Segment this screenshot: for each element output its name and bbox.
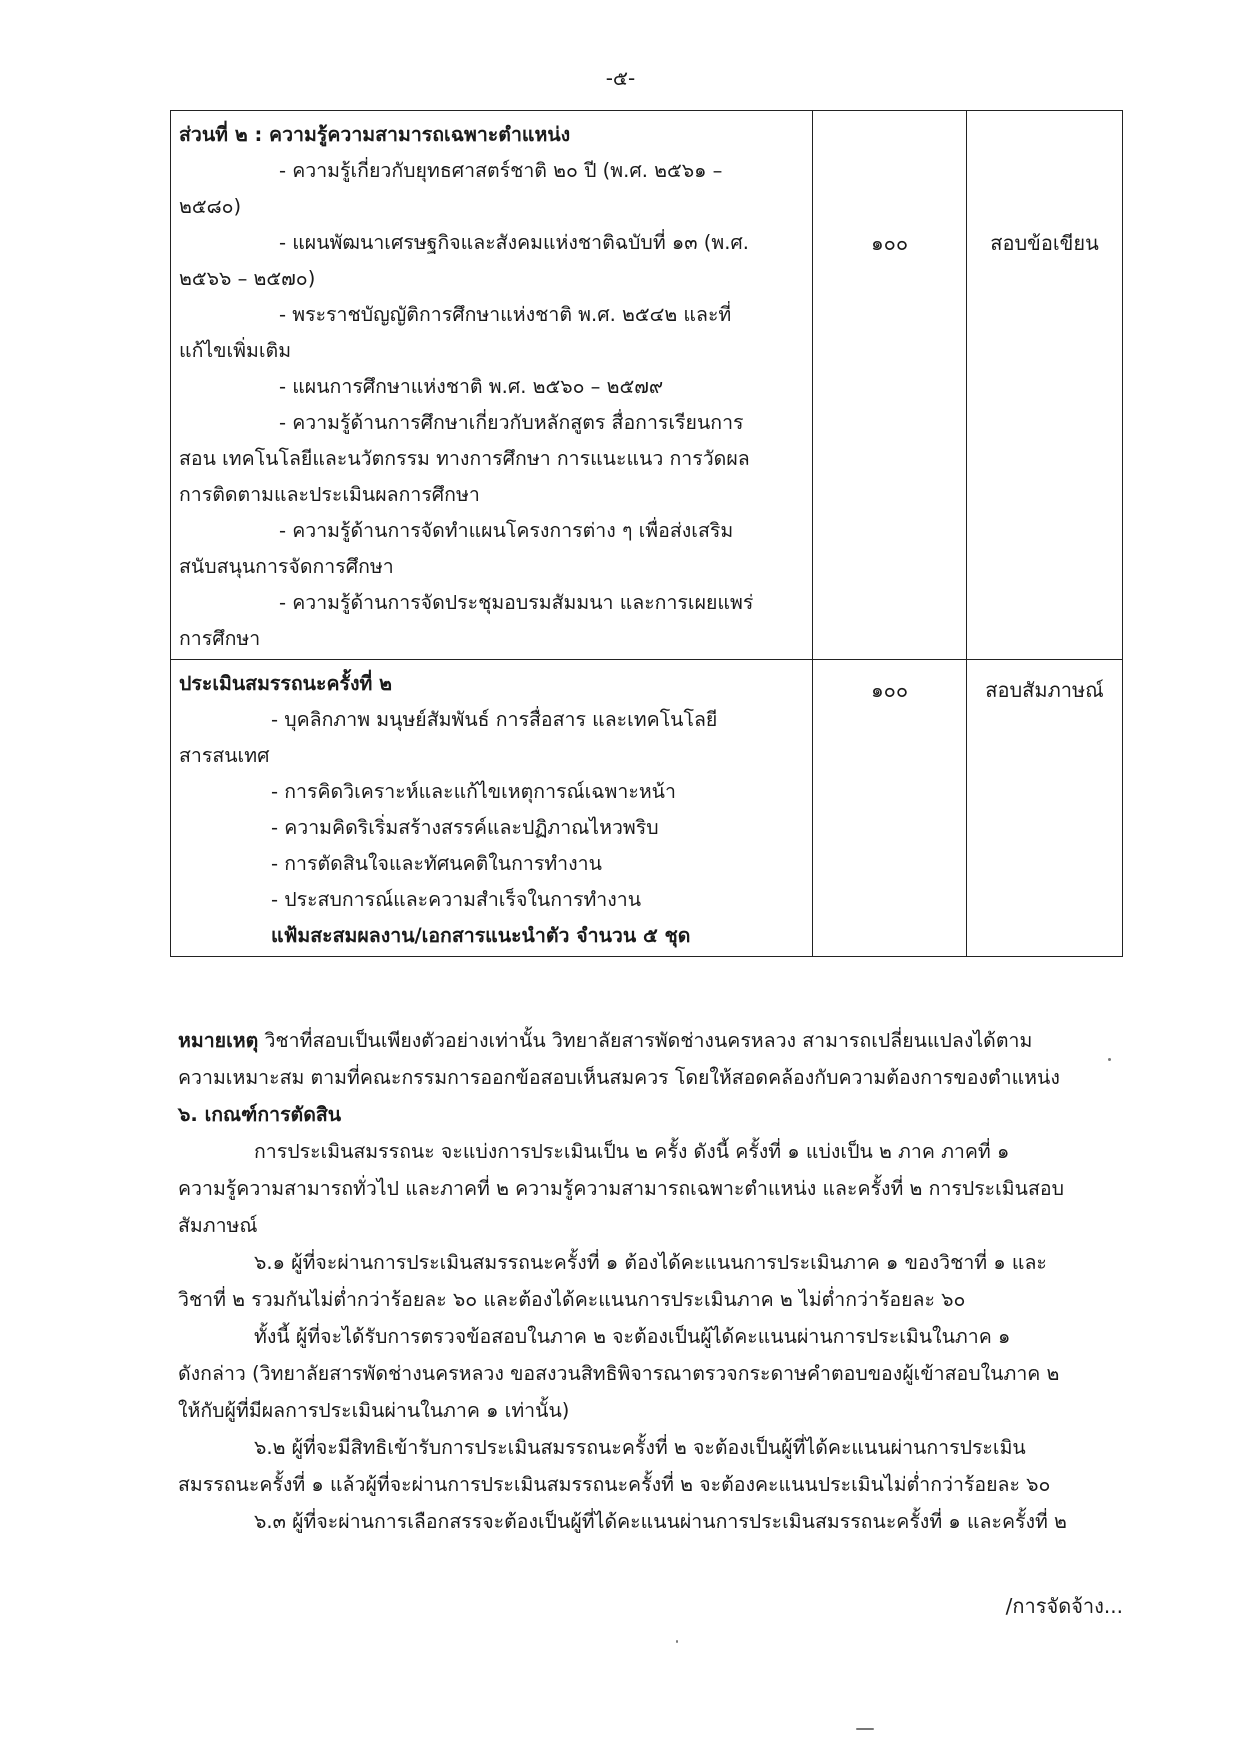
assessment2-score: ๑๐๐ — [870, 678, 909, 702]
criteria-line: ๖.๒ ผู้ที่จะมีสิทธิเข้ารับการประเมินสมรรถนะครั้งที่ ๒ จะต้องเป็นผู้ที่ได้คะแนนผ่านการประเมิน — [254, 1436, 1026, 1459]
criteria-line: ให้กับผู้ที่มีผลการประเมินผ่านในภาค ๑ เท่านั้น) — [178, 1399, 570, 1422]
section2-line: ๒๕๘๐) — [179, 195, 242, 218]
criteria-line: ดังกล่าว (วิทยาลัยสารพัดช่างนครหลวง ขอสงวนสิทธิพิจารณาตรวจกระดาษคำตอบของผู้เข้าสอบในภาค ๒ — [178, 1362, 1060, 1385]
scan-speck — [1108, 1058, 1111, 1061]
section2-line: - แผนการศึกษาแห่งชาติ พ.ศ. ๒๕๖๐ – ๒๕๗๙ — [279, 375, 664, 398]
section2-line: ๒๕๖๖ – ๒๕๗๐) — [179, 267, 316, 290]
table-row-section2 — [171, 111, 1123, 660]
section2-line: การติดตามและประเมินผลการศึกษา — [179, 483, 480, 506]
criteria-line: การประเมินสมรรถนะ จะแบ่งการประเมินเป็น ๒ ครั้ง ดังนี้ ครั้งที่ ๑ แบ่งเป็น ๒ ภาค ภาคที่ ๑ — [254, 1140, 1010, 1163]
assessment2-content-cell — [171, 660, 813, 957]
criteria-line: วิชาที่ ๒ รวมกันไม่ต่ำกว่าร้อยละ ๖๐ และต้องได้คะแนนการประเมินภาค ๒ ไม่ต่ำกว่าร้อยละ ๖๐ — [178, 1288, 966, 1311]
assessment2-heading: ประเมินสมรรถนะครั้งที่ ๒ — [179, 672, 393, 695]
note-label: หมายเหตุ — [178, 1029, 259, 1052]
criteria-line: สัมภาษณ์ — [178, 1214, 258, 1237]
section2-heading: ส่วนที่ ๒ : ความรู้ความสามารถเฉพาะตำแหน่ง — [179, 123, 571, 146]
note-line-1 — [178, 1022, 1128, 1059]
section2-line: สอน เทคโนโลยีและนวัตกรรม ทางการศึกษา การแนะแนว การวัดผล — [179, 447, 750, 470]
assessment2-method: สอบสัมภาษณ์ — [985, 678, 1104, 702]
criteria-line: ๖.๑ ผู้ที่จะผ่านการประเมินสมรรถนะครั้งที่ ๑ ต้องได้คะแนนการประเมินภาค ๑ ของวิชาที่ ๑ และ — [254, 1251, 1047, 1274]
table-row-assessment2 — [171, 660, 1123, 957]
section2-line: สนับสนุนการจัดการศึกษา — [179, 555, 394, 578]
criteria-line: ทั้งนี้ ผู้ที่จะได้รับการตรวจข้อสอบในภาค ๒ จะต้องเป็นผู้ได้คะแนนผ่านการประเมินในภาค ๑ — [254, 1325, 1011, 1348]
scan-speck — [856, 1728, 874, 1730]
assessment2-line: - บุคลิกภาพ มนุษย์สัมพันธ์ การสื่อสาร และเทคโนโลยี — [271, 708, 718, 731]
section2-method: สอบข้อเขียน — [990, 231, 1099, 255]
note-line-2: ความเหมาะสม ตามที่คณะกรรมการออกข้อสอบเห็นสมควร โดยให้สอดคล้องกับความต้องการของตำแหน่ง — [178, 1066, 1060, 1089]
section2-method-cell — [967, 111, 1123, 660]
section2-line: แก้ไขเพิ่มเติม — [179, 339, 292, 362]
page-number: -๕- — [605, 66, 636, 90]
criteria-line: สมรรถนะครั้งที่ ๑ แล้วผู้ที่จะผ่านการประเมินสมรรถนะครั้งที่ ๒ จะต้องคะแนนประเมินไม่ต่ำกว่าร้อยละ ๖๐ — [178, 1473, 1051, 1496]
scan-speck — [676, 1640, 678, 1643]
criteria-line: ๖.๓ ผู้ที่จะผ่านการเลือกสรรจะต้องเป็นผู้ที่ได้คะแนนผ่านการประเมินสมรรถนะครั้งที่ ๑ และครั้งที่ ๒ — [254, 1510, 1067, 1533]
section2-line: - พระราชบัญญัติการศึกษาแห่งชาติ พ.ศ. ๒๕๔๒ และที่ — [279, 303, 732, 326]
section2-line: การศึกษา — [179, 627, 261, 650]
criteria-heading: ๖. เกณฑ์การตัดสิน — [178, 1103, 342, 1126]
section2-content-cell — [171, 111, 813, 660]
assessment2-method-cell — [967, 660, 1123, 957]
section2-line: - ความรู้ด้านการจัดประชุมอบรมสัมมนา และการเผยแพร่ — [279, 591, 754, 614]
criteria-line: ความรู้ความสามารถทั่วไป และภาคที่ ๒ ความรู้ความสามารถเฉพาะตำแหน่ง และครั้งที่ ๒ การประเมินสอบ — [178, 1177, 1064, 1200]
section2-line: - ความรู้ด้านการจัดทำแผนโครงการต่าง ๆ เพื่อส่งเสริม — [279, 519, 734, 542]
note-text: วิชาที่สอบเป็นเพียงตัวอย่างเท่านั้น วิทยาลัยสารพัดช่างนครหลวง สามารถเปลี่ยนแปลงได้ตาม — [258, 1029, 1033, 1052]
section2-line: - ความรู้ด้านการศึกษาเกี่ยวกับหลักสูตร สื่อการเรียนการ — [279, 411, 744, 434]
continuation-marker: /การจัดจ้าง... — [1005, 1594, 1123, 1618]
portfolio-line: แฟ้มสะสมผลงาน/เอกสารแนะนำตัว จำนวน ๕ ชุด — [271, 924, 691, 947]
assessment2-line: - การคิดวิเคราะห์และแก้ไขเหตุการณ์เฉพาะหน้า — [271, 780, 676, 803]
assessment2-line: สารสนเทศ — [179, 744, 270, 767]
assessment2-score-cell — [813, 660, 967, 957]
notes-section — [178, 1022, 1128, 1540]
section2-line: - ความรู้เกี่ยวกับยุทธศาสตร์ชาติ ๒๐ ปี (พ.ศ. ๒๕๖๑ – — [279, 159, 723, 182]
section2-line: - แผนพัฒนาเศรษฐกิจและสังคมแห่งชาติฉบับที่ ๑๓ (พ.ศ. — [279, 231, 750, 254]
assessment2-line: - การตัดสินใจและทัศนคติในการทำงาน — [271, 852, 602, 875]
section2-score: ๑๐๐ — [870, 231, 909, 255]
assessment2-line: - ความคิดริเริ่มสร้างสรรค์และปฏิภาณไหวพริบ — [271, 816, 659, 839]
section2-score-cell — [813, 111, 967, 660]
exam-subjects-table — [170, 110, 1123, 957]
assessment2-line: - ประสบการณ์และความสำเร็จในการทำงาน — [271, 888, 642, 911]
